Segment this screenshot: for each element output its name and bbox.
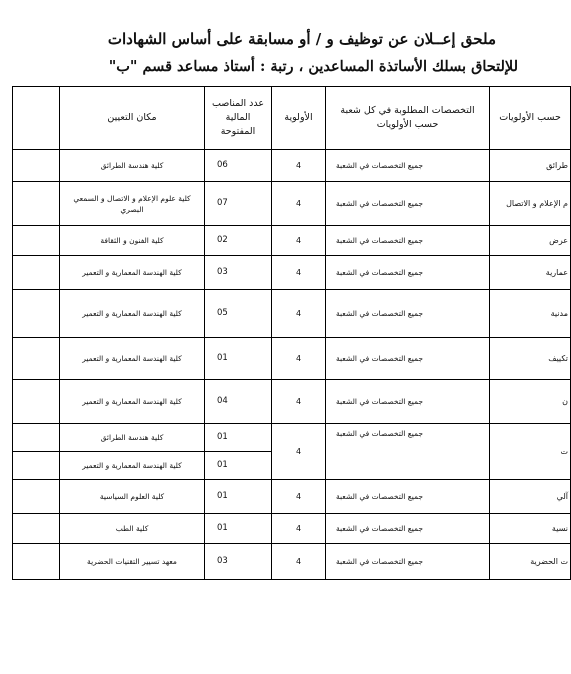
branch-cell: ن: [490, 380, 571, 424]
branch-cell: ت الحضرية: [490, 544, 571, 580]
assignment-place-cell: كلية الفنون و الثقافة: [60, 226, 205, 256]
header-priority: الأولوية: [272, 87, 326, 150]
specialty-cell: جميع التخصصات في الشعبة: [326, 544, 490, 580]
assignment-place-cell: كلية الهندسة المعمارية و التعمير: [60, 290, 205, 338]
blank-cell: [13, 182, 60, 226]
branch-cell: مدنية: [490, 290, 571, 338]
blank-cell: [13, 380, 60, 424]
positions-count-cell: 01: [205, 480, 272, 514]
branch-cell: عرض: [490, 226, 571, 256]
specialty-cell: جميع التخصصات في الشعبة: [326, 514, 490, 544]
assignment-place-cell: كلية الهندسة المعمارية و التعمير: [60, 380, 205, 424]
specialty-cell: جميع التخصصات في الشعبة: [326, 182, 490, 226]
priority-cell: 4: [272, 150, 326, 182]
positions-count-cell: 04: [205, 380, 272, 424]
assignment-place-cell: معهد تسيير التقنيات الحضرية: [60, 544, 205, 580]
blank-cell: [13, 544, 60, 580]
header-open-positions: عدد المناصب المالية المفتوحة: [205, 87, 272, 150]
table-row: [13, 514, 571, 544]
positions-count-cell: 01: [205, 514, 272, 544]
table-row: [13, 480, 571, 514]
priority-cell: 4: [272, 480, 326, 514]
blank-cell: [13, 290, 60, 338]
priority-cell: 4: [272, 182, 326, 226]
header-priority-branch: حسب الأولويات: [490, 87, 571, 150]
assignment-place-cell: كلية الطب: [60, 514, 205, 544]
table-row: [13, 380, 571, 424]
priority-cell: 4: [272, 514, 326, 544]
table-row: [13, 544, 571, 580]
specialty-cell: جميع التخصصات في الشعبة: [326, 380, 490, 424]
positions-table: [12, 86, 571, 580]
specialty-cell: جميع التخصصات في الشعبة: [326, 226, 490, 256]
assignment-place-cell: كلية هندسة الطرائق: [60, 424, 205, 452]
blank-cell: [13, 256, 60, 290]
positions-count-cell: 03: [205, 256, 272, 290]
specialty-cell: جميع التخصصات في الشعبة: [326, 150, 490, 182]
branch-cell: آلي: [490, 480, 571, 514]
announcement-title: ملحق إعــلان عن توظيف و / أو مسابقة على أساس الشهادات: [107, 30, 496, 48]
assignment-place-cell: كلية علوم الإعلام و الاتصال و السمعي البصري: [60, 182, 205, 226]
positions-count-cell: 02: [205, 226, 272, 256]
branch-cell: طرائق: [490, 150, 571, 182]
positions-count-cell: 05: [205, 290, 272, 338]
positions-count-cell: 06: [205, 150, 272, 182]
header-specialties: التخصصات المطلوبة في كل شعبة حسب الأولويات: [326, 87, 490, 150]
announcement-subtitle: للإلتحاق بسلك الأساتذة المساعدين ، رتبة : أستاذ مساعد قسم "ب": [108, 58, 518, 75]
table-row: [13, 338, 571, 380]
assignment-place-cell: كلية العلوم السياسية: [60, 480, 205, 514]
blank-cell: [13, 226, 60, 256]
priority-cell: 4: [272, 424, 326, 480]
priority-cell: 4: [272, 256, 326, 290]
specialty-cell: جميع التخصصات في الشعبة: [326, 480, 490, 514]
table-row: [13, 150, 571, 182]
branch-cell: تكييف: [490, 338, 571, 380]
table-row: [13, 182, 571, 226]
table-row: [13, 424, 571, 452]
blank-cell: [13, 424, 60, 452]
priority-cell: 4: [272, 544, 326, 580]
positions-count-cell: 01: [205, 452, 272, 480]
assignment-place-cell: كلية الهندسة المعمارية و التعمير: [60, 338, 205, 380]
table-row: [13, 256, 571, 290]
priority-cell: 4: [272, 380, 326, 424]
header-assignment-place: مكان التعيين: [60, 87, 205, 150]
branch-cell: ت: [490, 424, 571, 480]
positions-count-cell: 07: [205, 182, 272, 226]
branch-cell: م الإعلام و الاتصال: [490, 182, 571, 226]
specialty-cell: جميع التخصصات في الشعبة: [326, 256, 490, 290]
priority-cell: 4: [272, 290, 326, 338]
table-row: [13, 290, 571, 338]
blank-cell: [13, 480, 60, 514]
blank-cell: [13, 338, 60, 380]
header-blank: [13, 87, 60, 150]
specialty-cell: جميع التخصصات في الشعبة: [326, 424, 490, 480]
blank-cell: [13, 150, 60, 182]
assignment-place-cell: كلية هندسة الطرائق: [60, 150, 205, 182]
positions-count-cell: 01: [205, 338, 272, 380]
priority-cell: 4: [272, 226, 326, 256]
positions-count-cell: 01: [205, 424, 272, 452]
assignment-place-cell: كلية الهندسة المعمارية و التعمير: [60, 256, 205, 290]
blank-cell: [13, 452, 60, 480]
positions-count-cell: 03: [205, 544, 272, 580]
blank-cell: [13, 514, 60, 544]
table-header-row: [13, 87, 571, 150]
specialty-cell: جميع التخصصات في الشعبة: [326, 338, 490, 380]
priority-cell: 4: [272, 338, 326, 380]
table-row: [13, 226, 571, 256]
branch-cell: نسية: [490, 514, 571, 544]
specialty-cell: جميع التخصصات في الشعبة: [326, 290, 490, 338]
table-body: [13, 150, 571, 580]
branch-cell: عمارية: [490, 256, 571, 290]
assignment-place-cell: كلية الهندسة المعمارية و التعمير: [60, 452, 205, 480]
